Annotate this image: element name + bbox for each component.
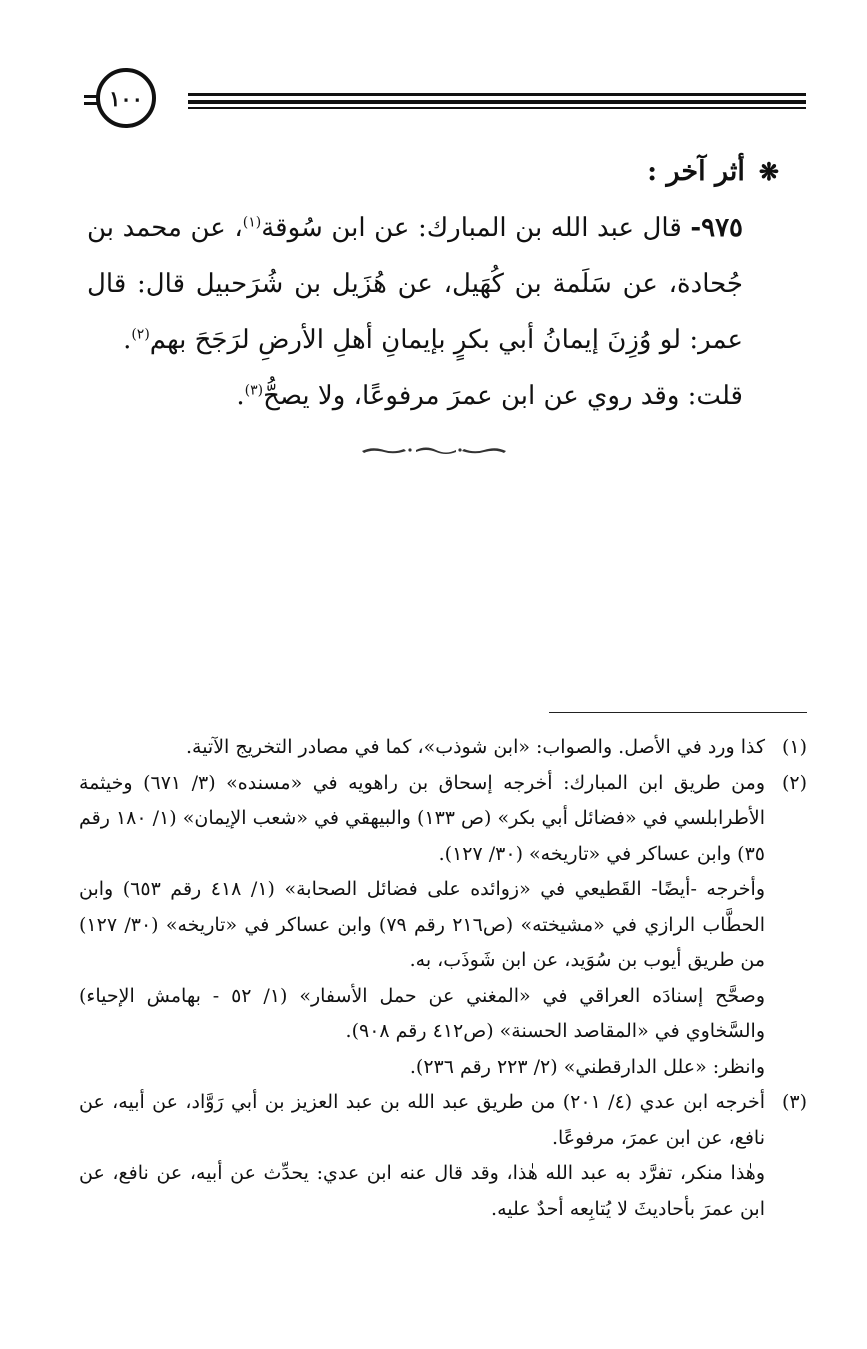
footnote-marker: (٢) [781,771,807,794]
footnote-text: ومن طريق ابن المبارك: أخرجه إسحاق بن راهويه في «مسنده» (٣/ ٦٧١) وخيثمة الأطرابلسي في «فضائل أبي بكر» (ص ١٣٣) والبيهقي في «شعب الإيمان» (١/ ١٨٠ رقم ٣٥) وابن عساكر في «تاريخه» (٣٠/ ١٢٧). [79,771,765,865]
section-heading-text: أثر آخر : [647,156,745,187]
footnote-text: وهٰذا منكر، تفرَّد به عبد الله هٰذا، وقد قال عنه ابن عدي: يحدِّث عن أبيه، عن نافع، عن ابن عمرَ بأحاديثَ لا يُتابِعه أحدٌ عليه. [79,1162,765,1220]
header-rule [84,89,806,111]
footnote-3 [79,1085,807,1227]
footnote-text: كذا ورد في الأصل. والصواب: «ابن شوذب»، كما في مصادر التخريج الآتية. [185,736,765,758]
footnote-text: وأخرجه -أيضًا- القَطيعي في «زوائده على فضائل الصحابة» (١/ ٤١٨ رقم ٦٥٣) وابن الحطَّاب الرازي في «مشيخته» (ص٢١٦ رقم ٧٩) وابن عساكر في «تاريخه» (٣٠/ ١٢٧) من طريق أيوب بن سُوَيد، عن ابن شَوذَب، به. [79,878,766,971]
asterism-icon: ❋ [758,157,779,186]
footnotes [79,730,807,1227]
ornament-divider-icon [360,444,508,456]
page-number: ١٠٠ [96,68,156,128]
main-text [87,200,779,424]
footnote-text: وانظر: «علل الدارقطني» (٢/ ٢٢٣ رقم ٢٣٦). [409,1055,765,1078]
footnote-separator [549,712,807,713]
footnote-text: وصحَّح إسنادَه العراقي في «المغني عن حمل الأسفار» (١/ ٥٢ - بهامش الإحياء) والسَّخاوي في «المقاصد الحسنة» (ص٤١٢ رقم ٩٠٨). [79,984,765,1042]
footnote-1 [79,730,807,766]
section-heading [89,150,779,194]
footnote-marker: (١) [781,736,807,758]
footnote-2 [79,766,807,1086]
footnote-ref-1: (١) [242,214,262,231]
hadith-paragraph: ٩٧٥- قال عبد الله بن المبارك: عن ابن سُوقة$^{(١)}$، عن محمد بن جُحادة، عن سَلَمة بن كُهَيل، عن هُزَيل بن شُرَحبيل قال: قال عمر: لو وُزِنَ إيمانُ أبي بكرٍ بإيمانِ أهلِ الأرضِ لرَجَحَ بهم$^{(٢)}$. [87,213,744,355]
footnote-ref-2: (٢) [131,326,150,343]
hadith-number: ٩٧٥- [690,213,744,243]
footnote-text: أخرجه ابن عدي (٤/ ٢٠١) من طريق عبد الله بن عبد العزيز بن أبي رَوَّاد، عن أبيه، عن نافع، عن ابن عمرَ، مرفوعًا. [79,1091,765,1149]
footnote-marker: (٣) [781,1091,807,1113]
footnote-ref-3: (٣) [244,382,264,399]
comment-paragraph: قلت: وقد روي عن ابن عمرَ مرفوعًا، ولا يصحُّ$^{(٣)}$. [236,381,743,411]
